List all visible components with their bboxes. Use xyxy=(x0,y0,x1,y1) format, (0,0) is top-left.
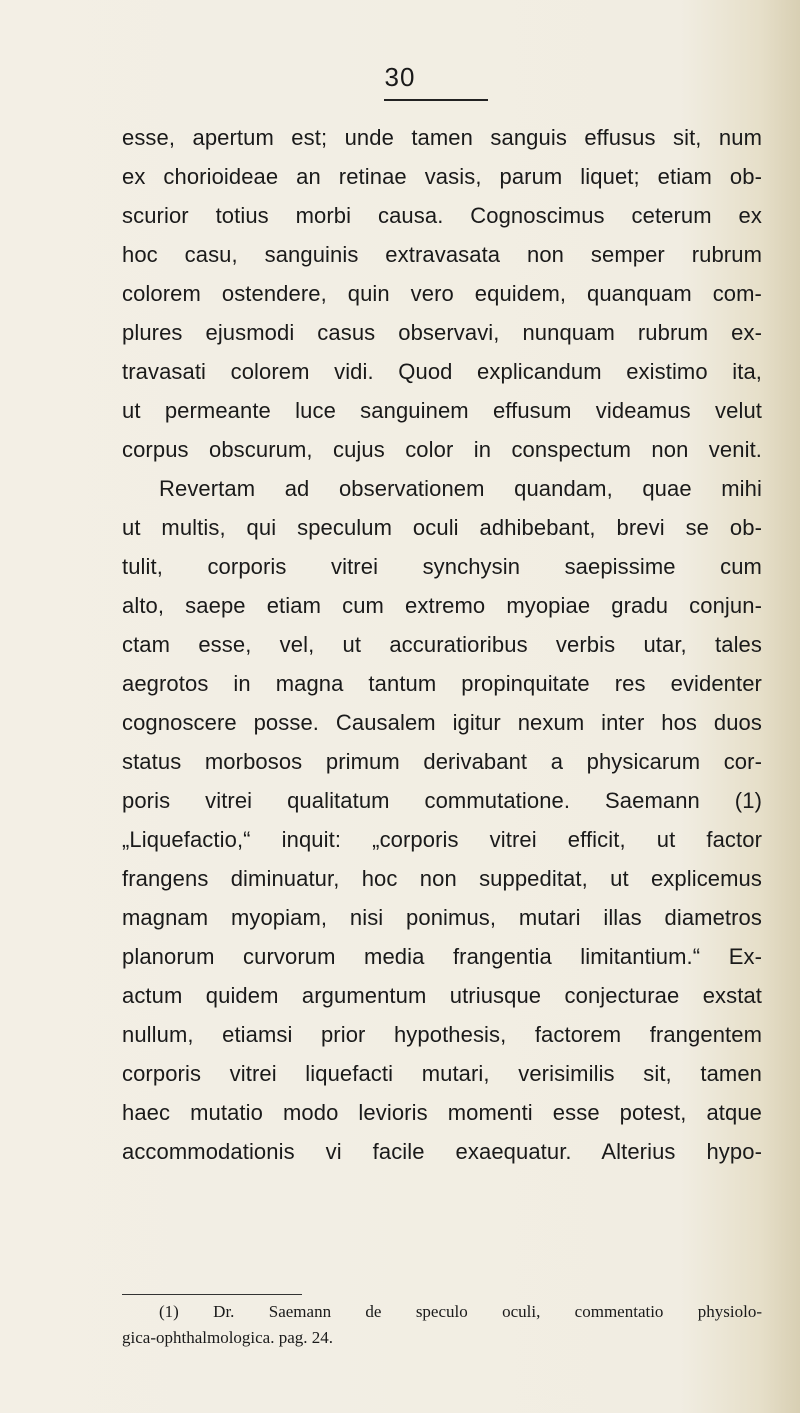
text-line: travasati colorem vidi. Quod explicandum existimo ita, xyxy=(122,359,762,384)
page-number-underline xyxy=(384,99,488,101)
text-line: corporis vitrei liquefacti mutari, verisimilis sit, tamen xyxy=(122,1061,762,1086)
text-line: status morbosos primum derivabant a physicarum cor- xyxy=(122,749,762,774)
text-line: nullum, etiamsi prior hypothesis, factorem frangentem xyxy=(122,1022,762,1047)
paragraph-first-line: Revertam ad observationem quandam, quae mihi xyxy=(159,476,762,501)
text-line: corpus obscurum, cujus color in conspectum non venit. xyxy=(122,437,762,462)
footnote xyxy=(122,1299,762,1351)
text-line: tulit, corporis vitrei synchysin saepissime cum xyxy=(122,554,762,579)
text-line: planorum curvorum media frangentia limitantium.“ Ex- xyxy=(122,944,762,969)
text-line: colorem ostendere, quin vero equidem, quanquam com- xyxy=(122,281,762,306)
footnote-line: gica-ophthalmologica. pag. 24. xyxy=(122,1328,334,1347)
text-line: esse, apertum est; unde tamen sanguis effusus sit, num xyxy=(122,125,762,150)
text-line: scurior totius morbi causa. Cognoscimus ceterum ex xyxy=(122,203,762,228)
text-line: actum quidem argumentum utriusque conjecturae exstat xyxy=(122,983,762,1008)
text-line: plures ejusmodi casus observavi, nunquam rubrum ex- xyxy=(122,320,762,345)
text-line: hoc casu, sanguinis extravasata non semper rubrum xyxy=(122,242,762,267)
body-text xyxy=(122,118,762,1171)
text-line: frangens diminuatur, hoc non suppeditat, ut explicemus xyxy=(122,866,762,891)
text-line: ctam esse, vel, ut accuratioribus verbis utar, tales xyxy=(122,632,762,657)
text-line: alto, saepe etiam cum extremo myopiae gradu conjun- xyxy=(122,593,762,618)
footnote-line: (1) Dr. Saemann de speculo oculi, commentatio physiolo- xyxy=(159,1302,762,1321)
text-line: „Liquefactio,“ inquit: „corporis vitrei efficit, ut factor xyxy=(122,827,762,852)
text-line: poris vitrei qualitatum commutatione. Saemann (1) xyxy=(122,788,762,813)
text-line: ex chorioideae an retinae vasis, parum liquet; etiam ob- xyxy=(122,164,762,189)
text-line: ut permeante luce sanguinem effusum videamus velut xyxy=(122,398,762,423)
text-line: ut multis, qui speculum oculi adhibebant, brevi se ob- xyxy=(122,515,762,540)
page-number: 30 xyxy=(384,62,416,92)
footnote-separator xyxy=(122,1294,302,1295)
text-line: haec mutatio modo levioris momenti esse potest, atque xyxy=(122,1100,762,1125)
text-line: accommodationis vi facile exaequatur. Alterius hypo- xyxy=(122,1139,762,1164)
text-line: cognoscere posse. Causalem igitur nexum inter hos duos xyxy=(122,710,762,735)
text-line: aegrotos in magna tantum propinquitate res evidenter xyxy=(122,671,762,696)
text-line: magnam myopiam, nisi ponimus, mutari illas diametros xyxy=(122,905,762,930)
